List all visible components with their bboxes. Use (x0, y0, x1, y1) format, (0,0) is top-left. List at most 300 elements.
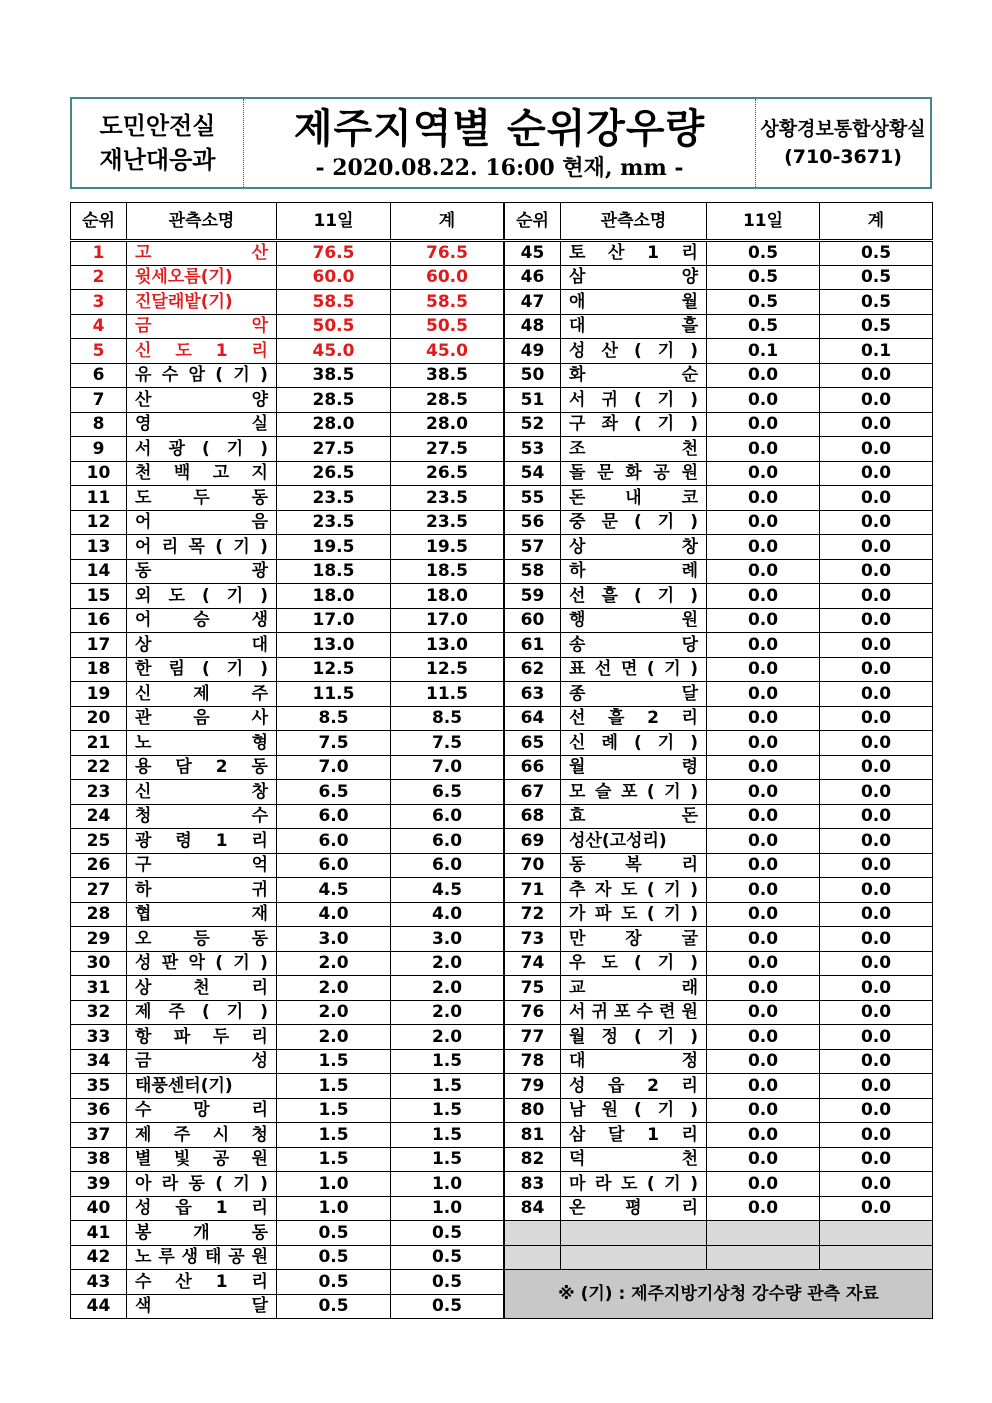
table-row (505, 412, 933, 437)
station-name: 노 루 생 태 공 원 (135, 1247, 268, 1268)
total-rainfall-cell: 0.0 (820, 976, 933, 1001)
total-rainfall-cell: 3.0 (391, 927, 504, 952)
day-rainfall-cell: 1.5 (277, 1098, 391, 1123)
rainfall-table-left (70, 202, 504, 1319)
empty-cell (505, 1245, 561, 1270)
station-cell (127, 682, 277, 707)
day-rainfall-cell: 0.0 (707, 780, 820, 805)
rank-cell: 11 (71, 486, 127, 511)
day-rainfall-cell: 0.5 (707, 314, 820, 339)
day-rainfall-cell: 6.0 (277, 829, 391, 854)
station-cell (561, 633, 707, 658)
rank-cell: 3 (71, 290, 127, 315)
empty-cell (707, 1245, 820, 1270)
station-name: 남 원 ( 기 ) (569, 1100, 698, 1121)
table-row (71, 657, 504, 682)
station-cell (561, 731, 707, 756)
day-rainfall-cell: 0.5 (707, 290, 820, 315)
station-name: 어 음 (135, 512, 268, 533)
rank-cell: 4 (71, 314, 127, 339)
table-row (71, 461, 504, 486)
total-rainfall-cell: 0.0 (820, 486, 933, 511)
table-row (505, 780, 933, 805)
day-rainfall-cell: 23.5 (277, 510, 391, 535)
total-rainfall-cell: 2.0 (391, 1025, 504, 1050)
station-cell (127, 608, 277, 633)
total-rainfall-cell: 0.0 (820, 1147, 933, 1172)
rank-cell: 18 (71, 657, 127, 682)
footnote: ※ (기) : 제주지방기상청 강수량 관측 자료 (505, 1270, 933, 1319)
rank-cell: 84 (505, 1196, 561, 1221)
day-rainfall-cell: 27.5 (277, 437, 391, 462)
table-row (71, 927, 504, 952)
day-rainfall-cell: 18.5 (277, 559, 391, 584)
station-cell (127, 241, 277, 266)
station-cell (127, 437, 277, 462)
day-rainfall-cell: 28.5 (277, 388, 391, 413)
total-rainfall-cell: 0.5 (820, 265, 933, 290)
total-rainfall-cell: 0.5 (391, 1221, 504, 1246)
station-name: 삼 양 (569, 267, 698, 288)
table-row (505, 951, 933, 976)
table-row (71, 706, 504, 731)
day-rainfall-cell: 23.5 (277, 486, 391, 511)
table-row (71, 853, 504, 878)
day-rainfall-cell: 0.0 (707, 951, 820, 976)
station-name: 용 담 2 동 (135, 757, 268, 778)
station-cell (561, 608, 707, 633)
table-row (505, 290, 933, 315)
total-rainfall-cell: 0.0 (820, 1123, 933, 1148)
station-cell (127, 951, 277, 976)
day-rainfall-cell: 0.0 (707, 437, 820, 462)
total-rainfall-cell: 0.0 (820, 510, 933, 535)
note-row (505, 1270, 933, 1319)
rank-cell: 8 (71, 412, 127, 437)
table-row (71, 951, 504, 976)
total-rainfall-cell: 0.0 (820, 829, 933, 854)
total-rainfall-cell: 1.0 (391, 1172, 504, 1197)
table-row (71, 265, 504, 290)
rank-cell: 24 (71, 804, 127, 829)
station-cell (127, 290, 277, 315)
station-name: 별 빛 공 원 (135, 1149, 268, 1170)
empty-cell (707, 1221, 820, 1246)
table-row (71, 1098, 504, 1123)
station-cell (561, 339, 707, 364)
station-cell (561, 1098, 707, 1123)
day-rainfall-cell: 2.0 (277, 1025, 391, 1050)
total-rainfall-cell: 1.5 (391, 1049, 504, 1074)
station-cell (127, 1123, 277, 1148)
day-rainfall-cell: 0.5 (277, 1270, 391, 1295)
station-name: 추 자 도 ( 기 ) (569, 879, 698, 900)
total-rainfall-cell: 2.0 (391, 976, 504, 1001)
rank-cell: 44 (71, 1294, 127, 1319)
station-name: 돈 내 코 (569, 487, 698, 508)
day-rainfall-cell: 4.0 (277, 902, 391, 927)
rank-cell: 29 (71, 927, 127, 952)
day-rainfall-cell: 0.5 (707, 265, 820, 290)
day-rainfall-cell: 0.0 (707, 461, 820, 486)
table-row (71, 388, 504, 413)
table-row (505, 535, 933, 560)
total-rainfall-cell: 0.0 (820, 388, 933, 413)
table-row (71, 608, 504, 633)
table-row (505, 927, 933, 952)
station-name: 어 리 목 ( 기 ) (135, 536, 268, 557)
day-rainfall-cell: 1.0 (277, 1172, 391, 1197)
rank-cell: 47 (505, 290, 561, 315)
col-rank: 순위 (505, 203, 561, 241)
total-rainfall-cell: 18.5 (391, 559, 504, 584)
total-rainfall-cell: 1.0 (391, 1196, 504, 1221)
station-cell (561, 927, 707, 952)
total-rainfall-cell: 0.0 (820, 1074, 933, 1099)
station-name: 수 망 리 (135, 1100, 268, 1121)
rank-cell: 59 (505, 584, 561, 609)
station-name: 조 천 (569, 438, 698, 459)
station-cell (127, 1294, 277, 1319)
total-rainfall-cell: 0.0 (820, 535, 933, 560)
page-title: 제주지역별 순위강우량 (293, 106, 706, 152)
station-name: 가 파 도 ( 기 ) (569, 904, 698, 925)
station-cell (561, 265, 707, 290)
station-name: 외 도 ( 기 ) (135, 585, 268, 606)
station-name: 우 도 ( 기 ) (569, 953, 698, 974)
day-rainfall-cell: 0.0 (707, 804, 820, 829)
rank-cell: 30 (71, 951, 127, 976)
total-rainfall-cell: 6.5 (391, 780, 504, 805)
rainfall-table-right (504, 202, 933, 1319)
col-station: 관측소명 (127, 203, 277, 241)
total-rainfall-cell: 38.5 (391, 363, 504, 388)
total-rainfall-cell: 60.0 (391, 265, 504, 290)
station-name: 오 등 동 (135, 928, 268, 949)
station-name: 모 슬 포 ( 기 ) (569, 781, 698, 802)
station-cell (561, 1196, 707, 1221)
empty-cell (820, 1221, 933, 1246)
total-rainfall-cell: 0.0 (820, 853, 933, 878)
rank-cell: 23 (71, 780, 127, 805)
day-rainfall-cell: 0.0 (707, 657, 820, 682)
rank-cell: 43 (71, 1270, 127, 1295)
total-rainfall-cell: 17.0 (391, 608, 504, 633)
station-name: 금 성 (135, 1051, 268, 1072)
col-day: 11일 (707, 203, 820, 241)
table-row (71, 1221, 504, 1246)
rank-cell: 28 (71, 902, 127, 927)
station-cell (561, 755, 707, 780)
station-cell (127, 1098, 277, 1123)
station-name: 노 형 (135, 732, 268, 753)
rank-cell: 35 (71, 1074, 127, 1099)
rank-cell: 34 (71, 1049, 127, 1074)
station-name: 진달래밭(기) (135, 291, 233, 312)
day-rainfall-cell: 0.5 (277, 1294, 391, 1319)
total-rainfall-cell: 8.5 (391, 706, 504, 731)
total-rainfall-cell: 0.0 (820, 902, 933, 927)
station-name: 구 좌 ( 기 ) (569, 414, 698, 435)
station-cell (127, 412, 277, 437)
station-name: 대 흘 (569, 316, 698, 337)
station-name: 제 주 시 청 (135, 1124, 268, 1145)
table-header-row (505, 203, 933, 241)
station-name: 덕 천 (569, 1149, 698, 1170)
table-row (505, 804, 933, 829)
station-cell (127, 510, 277, 535)
col-day: 11일 (277, 203, 391, 241)
total-rainfall-cell: 0.0 (820, 951, 933, 976)
station-cell (127, 314, 277, 339)
total-rainfall-cell: 0.0 (820, 363, 933, 388)
rank-cell: 57 (505, 535, 561, 560)
rank-cell: 68 (505, 804, 561, 829)
day-rainfall-cell: 0.0 (707, 363, 820, 388)
station-name: 고 산 (135, 243, 268, 264)
total-rainfall-cell: 7.0 (391, 755, 504, 780)
rank-cell: 26 (71, 853, 127, 878)
total-rainfall-cell: 1.5 (391, 1123, 504, 1148)
rank-cell: 77 (505, 1025, 561, 1050)
day-rainfall-cell: 0.0 (707, 927, 820, 952)
rank-cell: 38 (71, 1147, 127, 1172)
station-name: 월 정 ( 기 ) (569, 1026, 698, 1047)
station-cell (561, 584, 707, 609)
station-name: 선 흘 2 리 (569, 708, 698, 729)
total-rainfall-cell: 0.5 (391, 1294, 504, 1319)
empty-cell (561, 1245, 707, 1270)
day-rainfall-cell: 76.5 (277, 241, 391, 266)
table-row (505, 1025, 933, 1050)
table-row (71, 731, 504, 756)
station-name: 신 창 (135, 781, 268, 802)
table-row (71, 976, 504, 1001)
day-rainfall-cell: 0.0 (707, 755, 820, 780)
total-rainfall-cell: 0.0 (820, 657, 933, 682)
station-cell (561, 853, 707, 878)
station-cell (127, 780, 277, 805)
table-row (505, 633, 933, 658)
day-rainfall-cell: 18.0 (277, 584, 391, 609)
rank-cell: 10 (71, 461, 127, 486)
table-row (505, 437, 933, 462)
rank-cell: 67 (505, 780, 561, 805)
station-name: 서 귀 ( 기 ) (569, 389, 698, 410)
day-rainfall-cell: 0.0 (707, 902, 820, 927)
report-header (70, 97, 932, 189)
station-cell (127, 584, 277, 609)
station-name: 마 라 도 ( 기 ) (569, 1173, 698, 1194)
day-rainfall-cell: 17.0 (277, 608, 391, 633)
station-name: 하 귀 (135, 879, 268, 900)
station-cell (561, 951, 707, 976)
total-rainfall-cell: 0.0 (820, 559, 933, 584)
station-name: 서 귀 포 수 련 원 (569, 1002, 698, 1023)
day-rainfall-cell: 2.0 (277, 976, 391, 1001)
station-name: 만 장 굴 (569, 928, 698, 949)
day-rainfall-cell: 0.0 (707, 829, 820, 854)
station-name: 화 순 (569, 365, 698, 386)
department-line-1: 도민안전실 (99, 112, 216, 140)
rank-cell: 31 (71, 976, 127, 1001)
rank-cell: 53 (505, 437, 561, 462)
total-rainfall-cell: 4.0 (391, 902, 504, 927)
table-row (71, 1147, 504, 1172)
total-rainfall-cell: 58.5 (391, 290, 504, 315)
station-cell (561, 559, 707, 584)
table-row (71, 510, 504, 535)
total-rainfall-cell: 1.5 (391, 1098, 504, 1123)
station-cell (127, 902, 277, 927)
day-rainfall-cell: 13.0 (277, 633, 391, 658)
station-name: 온 평 리 (569, 1198, 698, 1219)
total-rainfall-cell: 0.5 (391, 1245, 504, 1270)
station-cell (561, 976, 707, 1001)
col-station: 관측소명 (561, 203, 707, 241)
day-rainfall-cell: 0.5 (277, 1221, 391, 1246)
rank-cell: 83 (505, 1172, 561, 1197)
total-rainfall-cell: 0.0 (820, 755, 933, 780)
total-rainfall-cell: 76.5 (391, 241, 504, 266)
day-rainfall-cell: 60.0 (277, 265, 391, 290)
total-rainfall-cell: 26.5 (391, 461, 504, 486)
empty-row (505, 1245, 933, 1270)
total-rainfall-cell: 0.0 (820, 804, 933, 829)
rank-cell: 16 (71, 608, 127, 633)
rank-cell: 50 (505, 363, 561, 388)
table-row (505, 1098, 933, 1123)
rank-cell: 70 (505, 853, 561, 878)
station-cell (561, 682, 707, 707)
day-rainfall-cell: 38.5 (277, 363, 391, 388)
station-name: 신 례 ( 기 ) (569, 732, 698, 753)
total-rainfall-cell: 0.0 (820, 780, 933, 805)
rank-cell: 69 (505, 829, 561, 854)
day-rainfall-cell: 26.5 (277, 461, 391, 486)
rank-cell: 6 (71, 363, 127, 388)
table-row (71, 363, 504, 388)
table-row (505, 682, 933, 707)
total-rainfall-cell: 0.0 (820, 1000, 933, 1025)
title-box (244, 99, 756, 187)
station-cell (127, 829, 277, 854)
contact-phone: (710-3671) (784, 146, 902, 168)
table-row (71, 1049, 504, 1074)
total-rainfall-cell: 27.5 (391, 437, 504, 462)
station-name: 대 정 (569, 1051, 698, 1072)
rank-cell: 81 (505, 1123, 561, 1148)
station-name: 종 달 (569, 683, 698, 704)
station-cell (561, 290, 707, 315)
total-rainfall-cell: 0.0 (820, 608, 933, 633)
day-rainfall-cell: 0.5 (707, 241, 820, 266)
total-rainfall-cell: 28.5 (391, 388, 504, 413)
total-rainfall-cell: 6.0 (391, 853, 504, 878)
total-rainfall-cell: 23.5 (391, 510, 504, 535)
rank-cell: 20 (71, 706, 127, 731)
table-row (71, 682, 504, 707)
table-row (505, 461, 933, 486)
total-rainfall-cell: 0.0 (820, 1098, 933, 1123)
total-rainfall-cell: 6.0 (391, 804, 504, 829)
station-cell (127, 633, 277, 658)
day-rainfall-cell: 2.0 (277, 951, 391, 976)
rank-cell: 54 (505, 461, 561, 486)
station-cell (561, 902, 707, 927)
station-name: 광 령 1 리 (135, 830, 268, 851)
table-row (71, 633, 504, 658)
station-cell (561, 878, 707, 903)
day-rainfall-cell: 7.0 (277, 755, 391, 780)
station-cell (561, 363, 707, 388)
station-cell (127, 1074, 277, 1099)
station-name: 수 산 1 리 (135, 1271, 268, 1292)
total-rainfall-cell: 0.0 (820, 1172, 933, 1197)
station-cell (127, 363, 277, 388)
station-cell (127, 1147, 277, 1172)
day-rainfall-cell: 0.0 (707, 633, 820, 658)
day-rainfall-cell: 1.0 (277, 1196, 391, 1221)
empty-cell (820, 1245, 933, 1270)
rank-cell: 61 (505, 633, 561, 658)
day-rainfall-cell: 0.0 (707, 608, 820, 633)
station-cell (561, 706, 707, 731)
table-row (505, 755, 933, 780)
table-header-row (71, 203, 504, 241)
rank-cell: 56 (505, 510, 561, 535)
rank-cell: 12 (71, 510, 127, 535)
station-name: 성 읍 2 리 (569, 1075, 698, 1096)
rank-cell: 78 (505, 1049, 561, 1074)
station-cell (561, 1025, 707, 1050)
rank-cell: 22 (71, 755, 127, 780)
total-rainfall-cell: 4.5 (391, 878, 504, 903)
station-cell (561, 657, 707, 682)
rank-cell: 33 (71, 1025, 127, 1050)
total-rainfall-cell: 0.0 (820, 878, 933, 903)
total-rainfall-cell: 23.5 (391, 486, 504, 511)
rank-cell: 2 (71, 265, 127, 290)
day-rainfall-cell: 1.5 (277, 1123, 391, 1148)
table-row (505, 902, 933, 927)
empty-row (505, 1221, 933, 1246)
rank-cell: 21 (71, 731, 127, 756)
station-name: 월 령 (569, 757, 698, 778)
day-rainfall-cell: 58.5 (277, 290, 391, 315)
rank-cell: 15 (71, 584, 127, 609)
station-cell (127, 461, 277, 486)
col-total: 계 (391, 203, 504, 241)
rank-cell: 60 (505, 608, 561, 633)
station-name: 성 산 ( 기 ) (569, 340, 698, 361)
station-name: 색 달 (135, 1296, 268, 1317)
day-rainfall-cell: 0.0 (707, 486, 820, 511)
day-rainfall-cell: 11.5 (277, 682, 391, 707)
table-row (505, 241, 933, 266)
table-row (505, 1172, 933, 1197)
day-rainfall-cell: 0.5 (277, 1245, 391, 1270)
rank-cell: 25 (71, 829, 127, 854)
station-name: 상 대 (135, 634, 268, 655)
rank-cell: 75 (505, 976, 561, 1001)
station-cell (127, 535, 277, 560)
total-rainfall-cell: 0.0 (820, 437, 933, 462)
rank-cell: 79 (505, 1074, 561, 1099)
table-row (71, 902, 504, 927)
station-cell (127, 804, 277, 829)
table-row (71, 878, 504, 903)
